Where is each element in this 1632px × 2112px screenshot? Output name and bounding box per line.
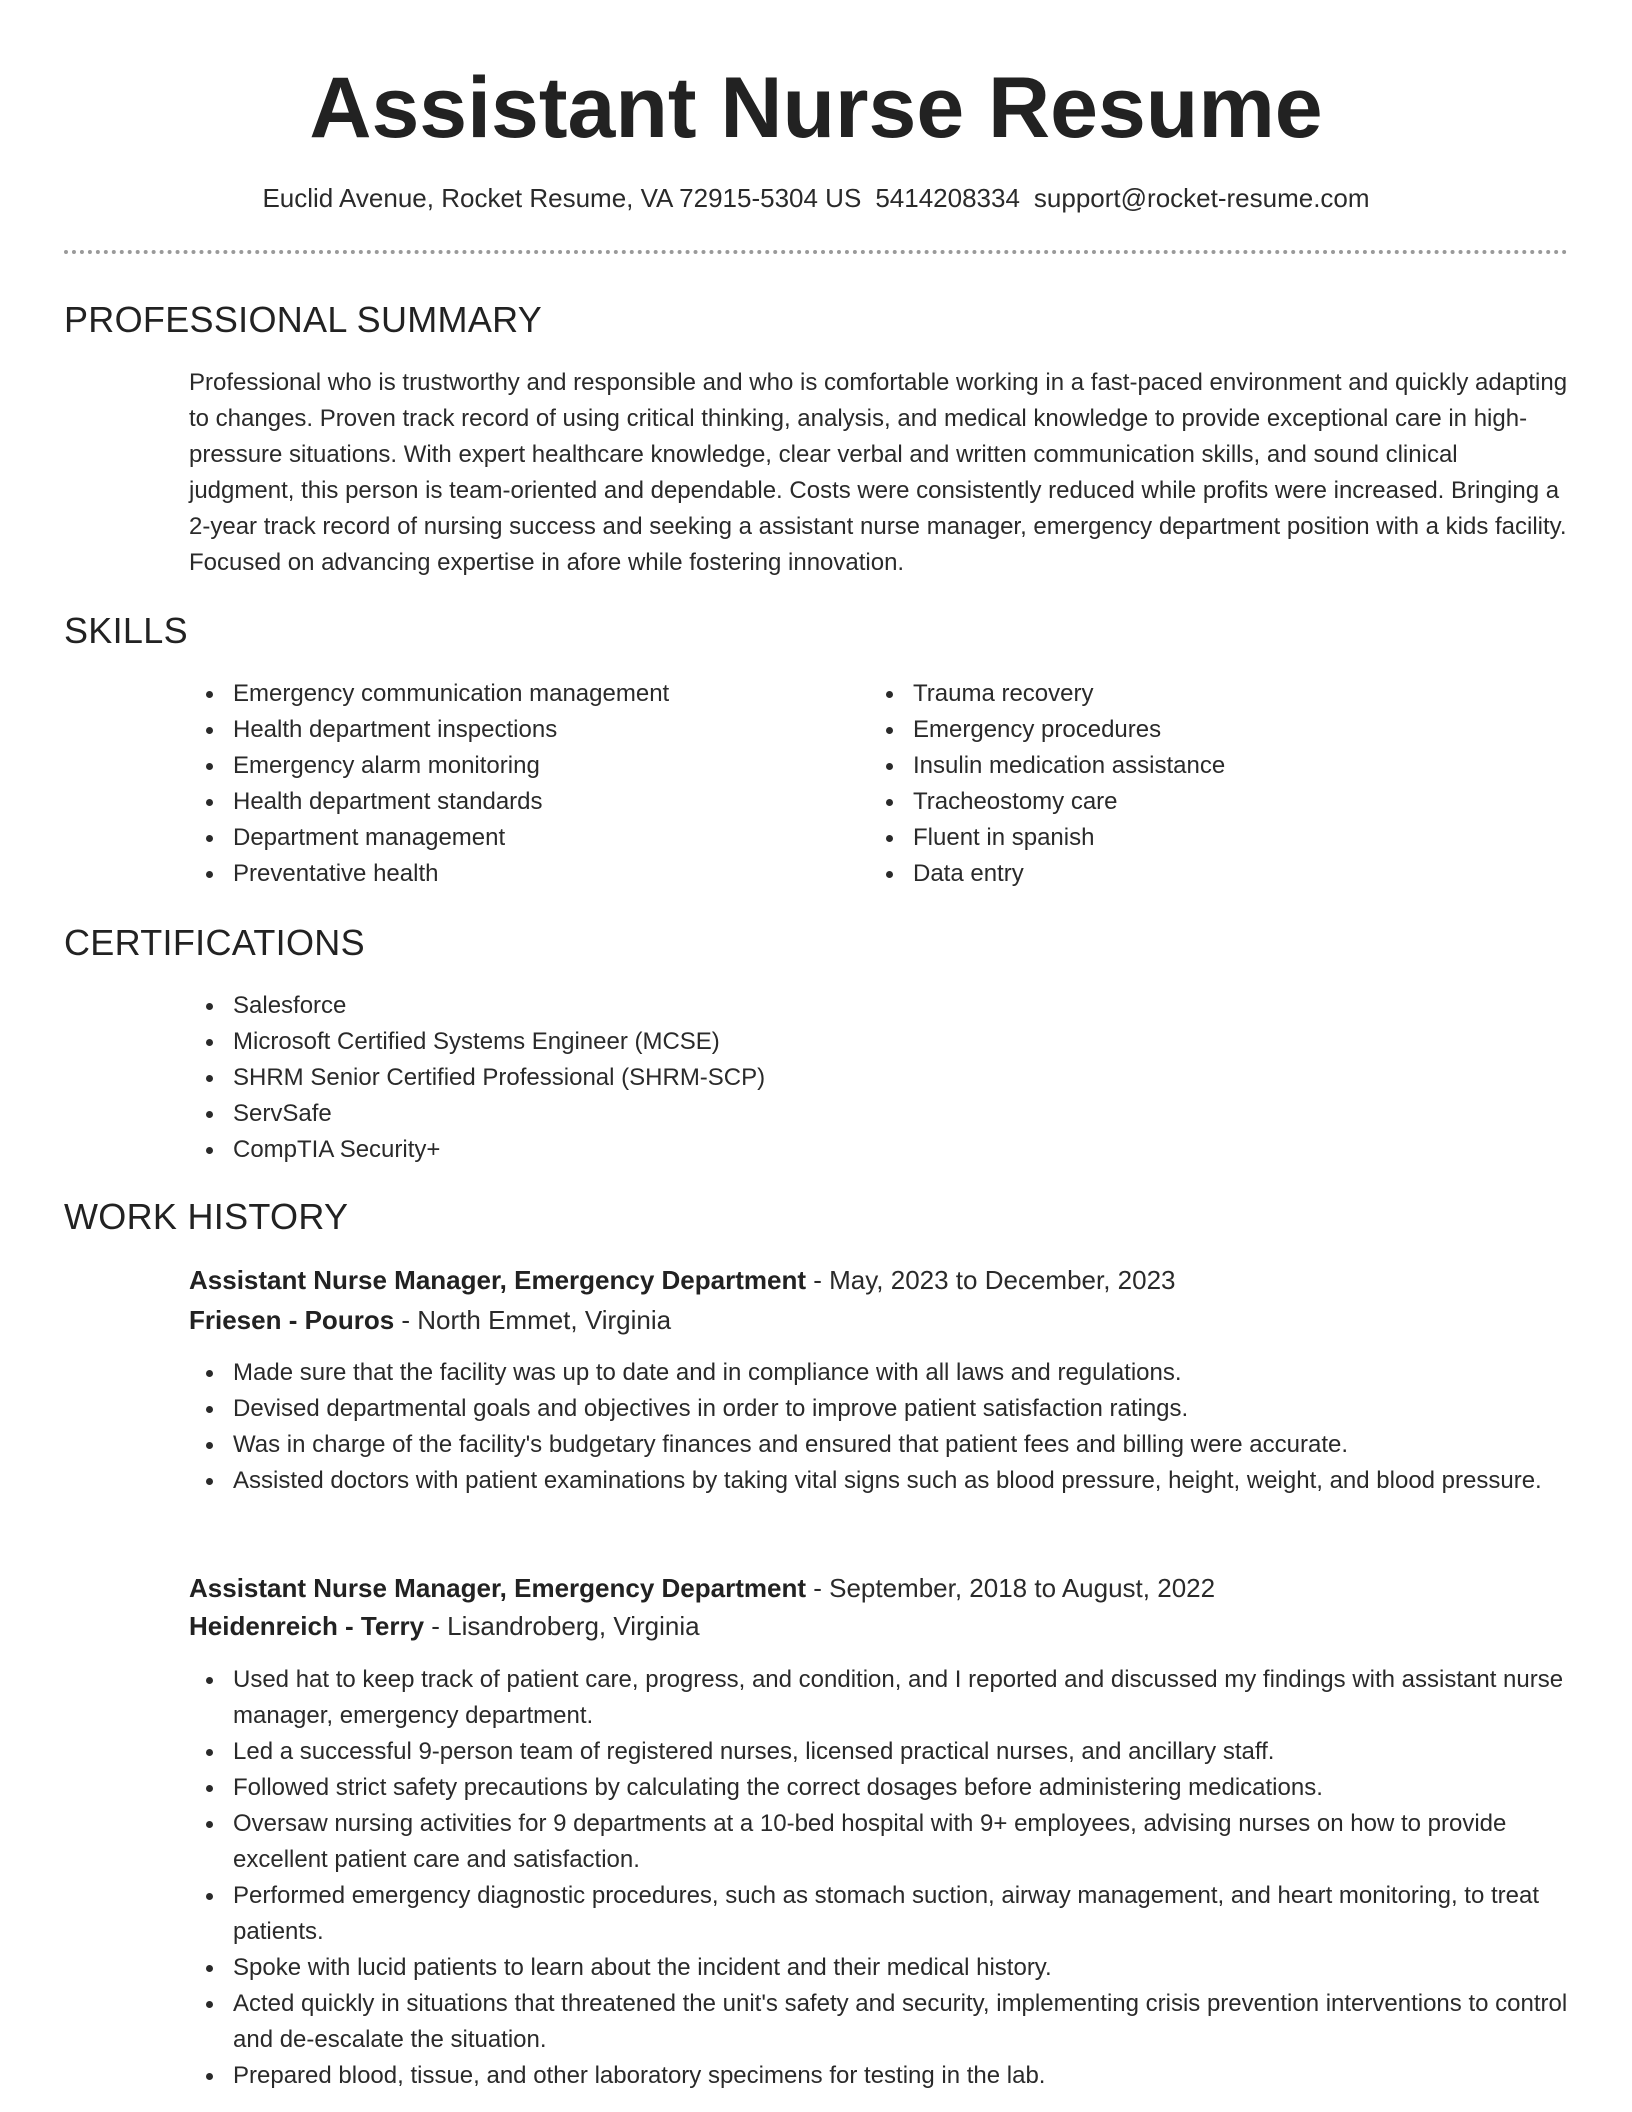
job-bullet: Devised departmental goals and objectives in order to improve patient satisfaction ratings. [189,1391,1569,1427]
certification-item: Salesforce [189,988,1569,1024]
skill-item: Tracheostomy care [869,784,1529,820]
skill-item: Emergency alarm monitoring [189,748,849,784]
resume-title: Assistant Nurse Resume [309,60,1323,156]
job-bullet: Oversaw nursing activities for 9 departments at a 10-bed hospital with 9+ employees, advising nurses on how to provide excellent patient care and satisfaction. [189,1806,1569,1878]
job-bullets [189,1355,1569,1499]
certifications-heading: CERTIFICATIONS [64,922,365,963]
job-bullet: Was in charge of the facility's budgetary finances and ensured that patient fees and billing were accurate. [189,1427,1569,1463]
certifications-list [189,988,1569,1168]
contact-email: support@rocket-resume.com [1033,183,1370,213]
job-bullet: Spoke with lucid patients to learn about the incident and their medical history. [189,1950,1569,1986]
job-location: - Lisandroberg, Virginia [424,1611,700,1641]
skill-item: Preventative health [189,856,849,892]
certification-item: Microsoft Certified Systems Engineer (MCSE) [189,1024,1569,1060]
skill-item: Data entry [869,856,1529,892]
work-history-heading: WORK HISTORY [64,1196,349,1237]
job-bullet: Acted quickly in situations that threatened the unit's safety and security, implementing crisis prevention interventions to control and de-escalate the situation. [189,1986,1569,2058]
skill-item: Emergency procedures [869,712,1529,748]
job-title-line [189,1261,1176,1299]
skill-item: Trauma recovery [869,676,1529,712]
job-company: Heidenreich - Terry [189,1611,425,1641]
skill-item: Insulin medication assistance [869,748,1529,784]
job-title: Assistant Nurse Manager, Emergency Department [189,1573,806,1603]
contact-line [0,180,1632,216]
certification-item: SHRM Senior Certified Professional (SHRM-SCP) [189,1060,1569,1096]
skill-item: Fluent in spanish [869,820,1529,856]
skill-item: Department management [189,820,849,856]
job-title: Assistant Nurse Manager, Emergency Department [189,1265,806,1295]
job-company-line [189,1607,700,1645]
skills-heading: SKILLS [64,610,188,651]
header-divider [64,250,1568,254]
skill-item: Health department standards [189,784,849,820]
contact-address: Euclid Avenue, Rocket Resume, VA 72915-5304 US [262,183,862,213]
job-dates: - September, 2018 to August, 2022 [806,1573,1216,1603]
certification-item: CompTIA Security+ [189,1132,1569,1168]
skills-list-left [189,676,849,892]
job-company-line [189,1301,671,1339]
job-dates: - May, 2023 to December, 2023 [806,1265,1176,1295]
skill-item: Emergency communication management [189,676,849,712]
job-company: Friesen - Pouros [189,1305,395,1335]
job-bullet: Used hat to keep track of patient care, progress, and condition, and I reported and discussed my findings with assistant nurse manager, emergency department. [189,1662,1569,1734]
job-bullet: Led a successful 9-person team of registered nurses, licensed practical nurses, and ancillary staff. [189,1734,1569,1770]
summary-text: Professional who is trustworthy and responsible and who is comfortable working in a fast-paced environment and quickly adapting to changes. Proven track record of using critical thinking, analysis, and medical knowledge to provide exceptional care in high-pressure situations. With expert healthcare knowledge, clear verbal and written communication skills, and sound clinical judgment, this person is team-oriented and dependable. Costs were consistently reduced while profits were increased. Bringing a 2-year track record of nursing success and seeking a assistant nurse manager, emergency department position with a kids facility. Focused on advancing expertise in afore while fostering innovation. [189,369,1568,576]
skill-item: Health department inspections [189,712,849,748]
job-location: - North Emmet, Virginia [394,1305,672,1335]
skills-list-right [869,676,1529,892]
job-bullet: Assisted doctors with patient examinations by taking vital signs such as blood pressure, height, weight, and blood pressure. [189,1463,1569,1499]
job-bullet: Followed strict safety precautions by calculating the correct dosages before administering medications. [189,1770,1569,1806]
job-bullet: Made sure that the facility was up to date and in compliance with all laws and regulations. [189,1355,1569,1391]
summary-heading: PROFESSIONAL SUMMARY [64,299,543,340]
job-bullet: Performed emergency diagnostic procedures, such as stomach suction, airway management, and heart monitoring, to treat patients. [189,1878,1569,1950]
job-bullets [189,1662,1569,2094]
contact-phone: 5414208334 [875,183,1020,213]
job-bullet: Prepared blood, tissue, and other laboratory specimens for testing in the lab. [189,2058,1569,2094]
job-title-line [189,1569,1215,1607]
certification-item: ServSafe [189,1096,1569,1132]
